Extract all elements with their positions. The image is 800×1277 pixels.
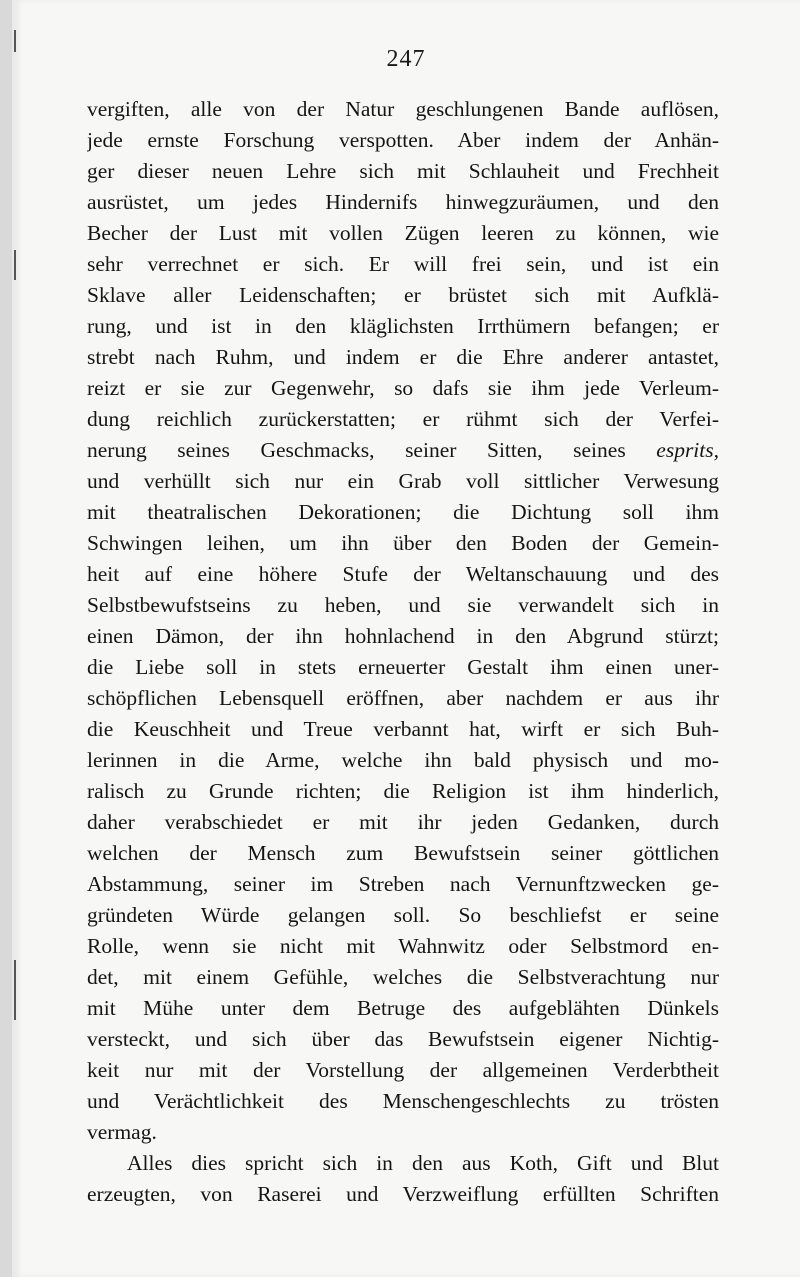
text-line: welchen der Mensch zum Bewufstsein seiner göttlichen (87, 841, 719, 865)
text-line: mit theatralischen Dekorationen; die Dichtung soll ihm (87, 500, 719, 524)
text-line: ralisch zu Grunde richten; die Religion ist ihm hinderlich, (87, 779, 719, 803)
text-line: mit Mühe unter dem Betruge des aufgeblähten Dünkels (87, 996, 719, 1020)
text-line: die Keuschheit und Treue verbannt hat, wirft er sich Buh- (87, 717, 719, 741)
text-line: schöpflichen Lebensquell eröffnen, aber nachdem er aus ihr (87, 686, 719, 710)
text-line: Abstammung, seiner im Streben nach Vernunftzwecken ge- (87, 872, 719, 896)
text-line: und verhüllt sich nur ein Grab voll sittlicher Verwesung (87, 469, 719, 493)
text-line: strebt nach Ruhm, und indem er die Ehre anderer antastet, (87, 345, 719, 369)
text-line: Alles dies spricht sich in den aus Koth, Gift und Blut (127, 1151, 719, 1175)
text-line: gründeten Würde gelangen soll. So beschliefst er seine (87, 903, 719, 927)
margin-mark (14, 30, 16, 52)
text-line: Selbstbewufstseins zu heben, und sie verwandelt sich in (87, 593, 719, 617)
body-text (87, 94, 719, 1210)
text-line: dung reichlich zurückerstatten; er rühmt sich der Verfei- (87, 407, 719, 431)
text-line: Sklave aller Leidenschaften; er brüstet sich mit Aufklä- (87, 283, 719, 307)
text-line: det, mit einem Gefühle, welches die Selbstverachtung nur (87, 965, 719, 989)
text-line: einen Dämon, der ihn hohnlachend in den Abgrund stürzt; (87, 624, 719, 648)
text-line: Becher der Lust mit vollen Zügen leeren zu können, wie (87, 221, 719, 245)
italic-word: esprits, (656, 438, 719, 462)
text-line: daher verabschiedet er mit ihr jeden Gedanken, durch (87, 810, 719, 834)
text-line: erzeugten, von Raserei und Verzweiflung erfüllten Schriften (87, 1182, 719, 1206)
text-line: und Verächtlichkeit des Menschengeschlechts zu trösten (87, 1089, 719, 1113)
text-line: keit nur mit der Vorstellung der allgemeinen Verderbtheit (87, 1058, 719, 1082)
text-line: die Liebe soll in stets erneuerter Gestalt ihm einen uner- (87, 655, 719, 679)
book-page (12, 0, 800, 1277)
text-line: reizt er sie zur Gegenwehr, so dafs sie ihm jede Verleum- (87, 376, 719, 400)
text-line: Schwingen leihen, um ihn über den Boden der Gemein- (87, 531, 719, 555)
text-line: jede ernste Forschung verspotten. Aber indem der Anhän- (87, 128, 719, 152)
text-line: vermag. (87, 1120, 157, 1144)
text-line: ger dieser neuen Lehre sich mit Schlauheit und Frechheit (87, 159, 719, 183)
page-number: 247 (386, 46, 426, 72)
text-line: lerinnen in die Arme, welche ihn bald physisch und mo- (87, 748, 719, 772)
margin-mark (14, 250, 16, 280)
text-line: sehr verrechnet er sich. Er will frei sein, und ist ein (87, 252, 719, 276)
text-line: vergiften, alle von der Natur geschlungenen Bande auflösen, (87, 97, 719, 121)
text-line: versteckt, und sich über das Bewufstsein eigener Nichtig- (87, 1027, 719, 1051)
margin-mark (14, 960, 16, 1020)
text-line: Rolle, wenn sie nicht mit Wahnwitz oder Selbstmord en- (87, 934, 719, 958)
text-line: rung, und ist in den kläglichsten Irrthümern befangen; er (87, 314, 719, 338)
text-line: ausrüstet, um jedes Hindernifs hinwegzuräumen, und den (87, 190, 719, 214)
text-line: nerung seines Geschmacks, seiner Sitten, seines esprits, (87, 438, 719, 462)
text-line: heit auf eine höhere Stufe der Weltanschauung und des (87, 562, 719, 586)
